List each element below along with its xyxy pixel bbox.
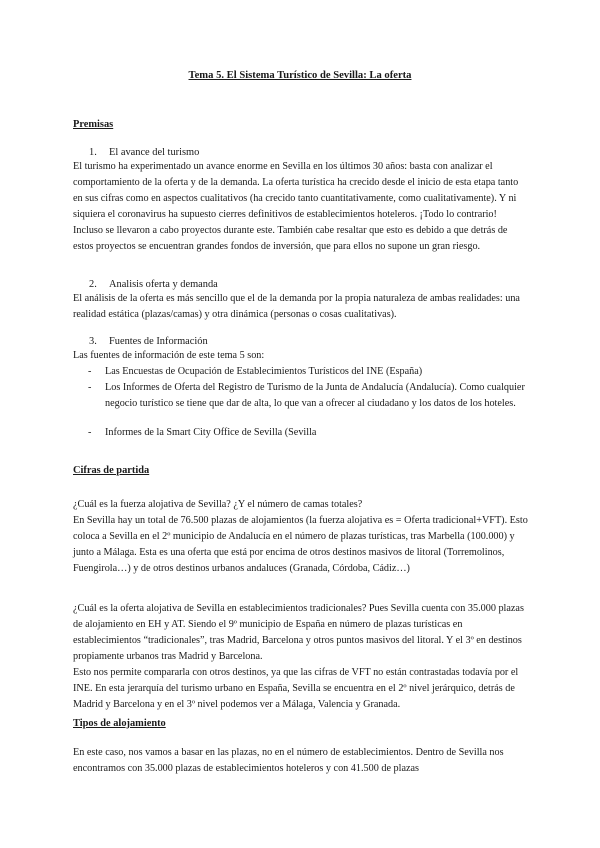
item-label: El avance del turismo — [109, 147, 200, 158]
list-item — [88, 364, 528, 380]
item-label: Fuentes de Información — [109, 336, 208, 347]
section-heading-cifras: Cifras de partida — [73, 465, 150, 476]
paragraph-analisis: El análisis de la oferta es más sencillo que el de la demanda por la propia naturaleza de ambas realidades: una realidad estática (plazas/camas) y otra dinámica (personas o cosas cualitativas). — [73, 293, 520, 320]
bullet-dash: - — [88, 427, 92, 438]
item-label: Analisis oferta y demanda — [109, 279, 218, 290]
paragraph-tipos: En este caso, nos vamos a basar en las plazas, no en el número de establecimientos. Dentro de Sevilla nos encontramos con 35.000 plazas de establecimientos hoteleros y con 41.500 de plazas — [73, 747, 504, 774]
section-heading-premisas: Premisas — [73, 119, 114, 130]
paragraph-answer-2: Esto nos permite compararla con otros destinos, ya que las cifras de VFT no están contrastadas todavía por el INE. En esta jerarquía del turismo urbano en España, Sevilla se encuentra en el 2º nivel jerárquico, detrás de Madrid y Barcelona y en el 3º nivel podemos ver a Málaga, Valencia y Granada. — [73, 667, 519, 710]
item-number: 1. — [89, 147, 97, 158]
paragraph-question-2: ¿Cuál es la oferta alojativa de Sevilla en establecimientos tradicionales? Pues Sevilla cuenta con 35.000 plazas de alojamiento en EH y AT. Siendo el 9º municipio de España en número de plazas turísticas en establecimientos “tradicionales”, tras Madrid, Barcelona y otros puntos masivos del litoral. Y el 3º en destinos propiamente urbanos tras Madrid y Barcelona. — [73, 603, 524, 662]
bullet-dash: - — [88, 366, 92, 377]
numbered-item-1 — [89, 147, 199, 158]
paragraph-question-1: ¿Cuál es la fuerza alojativa de Sevilla? ¿Y el número de camas totales? — [73, 499, 363, 510]
list-item — [88, 380, 528, 412]
bullet-dash: - — [88, 382, 92, 393]
bullet-text: Las Encuestas de Ocupación de Establecimientos Turísticos del INE (España) — [105, 366, 423, 377]
numbered-item-2 — [89, 279, 218, 290]
item-number: 2. — [89, 279, 97, 290]
bullet-text: Informes de la Smart City Office de Sevilla (Sevilla — [105, 427, 317, 438]
document-title: Tema 5. El Sistema Turístico de Sevilla: La oferta — [188, 70, 412, 81]
paragraph-fuentes-intro: Las fuentes de información de este tema 5 son: — [73, 350, 265, 361]
bullet-text: Los Informes de Oferta del Registro de Turismo de la Junta de Andalucía (Andalucía). Como cualquier negocio turístico se tiene que dar de alta, lo que van a ofrecer al ciudadano y los datos de los hoteles. — [105, 382, 525, 409]
section-heading-tipos: Tipos de alojamiento — [73, 718, 166, 729]
item-number: 3. — [89, 336, 97, 347]
paragraph-avance: El turismo ha experimentado un avance enorme en Sevilla en los últimos 30 años: basta con analizar el comportamiento de la oferta y de la demanda. La oferta turística ha crecido desde el inicio de esta etapa tanto en sus cifras como en aspectos cualitativos (ha crecido tanto cuantitativamente, como cualitativamente). Y ni siquiera el coronavirus ha supuesto cierres definitivos de establecimientos hoteleros. ¡Todo lo contrario! Incluso se llevaron a cabo proyectos durante este. También cabe resaltar que esto es debido a que detrás de estos proyectos se encuentran grandes fondos de inversión, que para ellos no supone un gran riesgo. — [73, 161, 519, 252]
list-item — [88, 425, 528, 441]
paragraph-answer-1: En Sevilla hay un total de 76.500 plazas de alojamientos (la fuerza alojativa es = Oferta tradicional+VFT). Esto coloca a Sevilla en el 2º municipio de Andalucía en el número de plazas turísticas, tras Marbella (100.000) y junto a Málaga. Esta es una oferta que está por encima de otros destinos masivos de litoral (Torremolinos, Fuengirola…) y de otros destinos urbanos andaluces (Granada, Córdoba, Cádiz…) — [73, 515, 528, 574]
numbered-item-3 — [89, 336, 208, 347]
